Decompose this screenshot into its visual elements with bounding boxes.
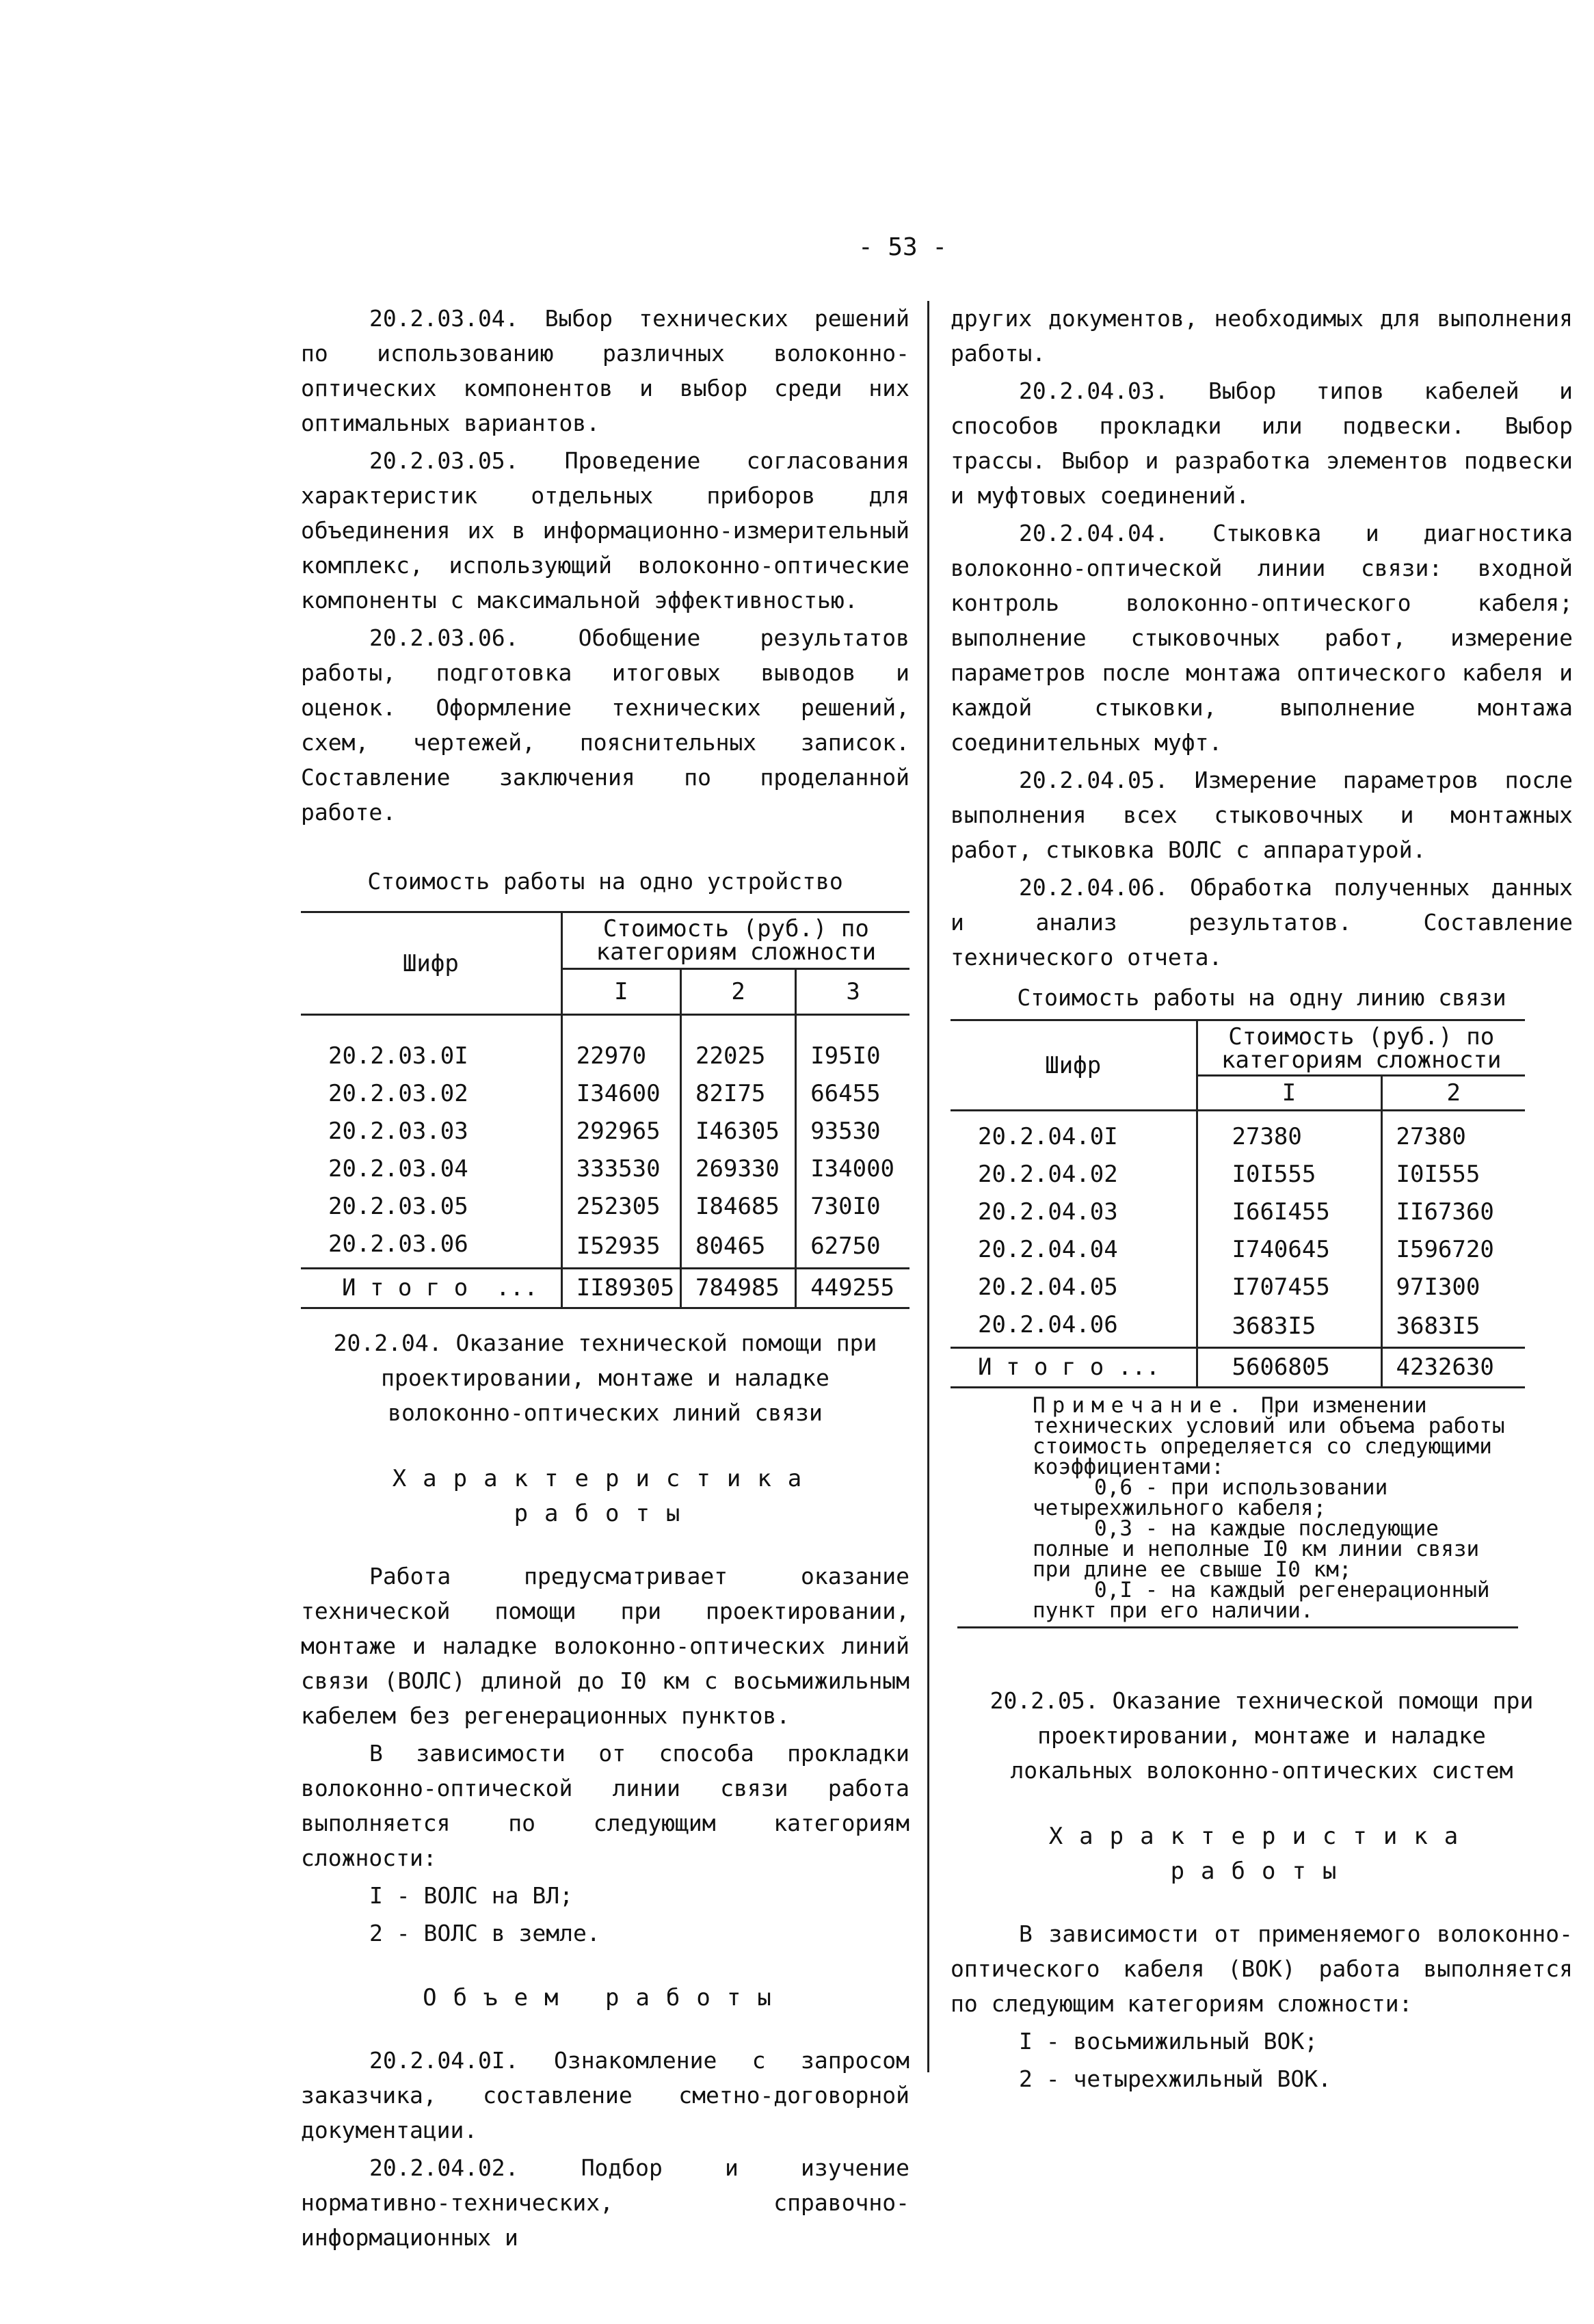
table-row [951,1193,1525,1231]
right-column [951,301,1573,2099]
row-value: I34600 [561,1075,680,1113]
column-divider [927,301,929,2072]
category-item: I - ВОЛС на ВЛ; [369,1882,574,1909]
cost-table-devices [301,911,909,1309]
row-value: I34000 [796,1150,909,1188]
section-heading: Объем работы [423,1984,788,2011]
total-label: И т о г о ... [342,1274,538,1302]
paragraph-20-2-04-02: 20.2.04.02. Подбор и изучение нормативно-технических, справочно-информационных и [301,2154,909,2251]
row-value: 80465 [681,1226,796,1269]
note-text: При изменении технических условий или объема работы стоимость определяется со следующими коэффициентами: [1033,1393,1505,1479]
row-value: 730I0 [796,1188,909,1226]
row-value: 252305 [561,1188,680,1226]
header-category: I [1197,1076,1381,1111]
table-caption: Стоимость работы на одно устройство [367,868,843,895]
row-code: 20.2.04.03 [978,1198,1118,1226]
row-value: 66455 [796,1075,909,1113]
row-value: I95I0 [796,1015,909,1076]
paragraph-20-2-03-06: 20.2.03.06. Обобщение результатов работы, подготовка итоговых выводов и оценок. Оформление технических решений, схем, чертежей, пояснительных записок. Составление заключения по проделанной работе. [301,624,909,826]
row-value: I596720 [1381,1231,1525,1269]
paragraph-20-2-04-04: 20.2.04.04. Стыковка и диагностика волоконно-оптической линии связи: входной контроль волоконно-оптического кабеля; выполнение стыковочных работ, измерение параметров после монтажа оптического кабеля и каждой стыковки, выполнение монтажа соединительных муфт. [951,520,1573,756]
row-value: I46305 [681,1113,796,1150]
header-code: Шифр [301,912,561,1015]
row-value: 93530 [796,1113,909,1150]
section-title-20-2-05: 20.2.05. Оказание технической помощи при проектировании, монтаже и наладке локальных волоконно-оптических систем [989,1687,1534,1784]
table-row [301,1015,909,1076]
note-coefficient: 0,3 - на каждые последующие полные и неполные I0 км линии связи при длине ее свыше I0 км; [1033,1516,1480,1582]
row-value: II67360 [1381,1193,1525,1231]
table-row [951,1231,1525,1269]
row-value: 3683I5 [1381,1306,1525,1348]
total-value: 4232630 [1381,1348,1525,1388]
category-item: I - восьмижильный ВОК; [1019,2028,1318,2055]
table-row [301,1113,909,1150]
row-value: 97I300 [1381,1269,1525,1306]
row-value: 27380 [1381,1111,1525,1157]
header-cost: Стоимость (руб.) по категориям сложности [1197,1020,1525,1076]
row-value: 62750 [796,1226,909,1269]
row-value: 22025 [681,1015,796,1076]
row-code: 20.2.04.05 [978,1273,1118,1301]
cost-table-lines [951,1019,1525,1388]
page-number: - 53 - [858,233,948,261]
total-value: II89305 [561,1269,680,1308]
row-code: 20.2.03.0I [328,1042,468,1070]
row-code: 20.2.04.06 [978,1311,1118,1338]
note-lead: Примечание. [1033,1393,1249,1418]
header-category: I [561,969,680,1015]
row-code: 20.2.03.03 [328,1118,468,1145]
paragraph-categories-intro: В зависимости от способа прокладки волоконно-оптической линии связи работа выполняется по следующим категориям сложности: [301,1740,909,1871]
header-category: 2 [681,969,796,1015]
row-value: I52935 [561,1226,680,1269]
header-cost: Стоимость (руб.) по категориям сложности [561,912,909,969]
row-code: 20.2.03.04 [328,1155,468,1183]
note-divider [957,1626,1518,1628]
paragraph-description: Работа предусматривает оказание технической помощи при проектировании, монтаже и наладке волоконно-оптических линий связи (ВОЛС) длиной до I0 км с восьмижильным кабелем без регенерационных пунктов. [301,1563,909,1729]
note-coefficient: 0,6 - при использовании четырехжильного кабеля; [1033,1475,1388,1520]
row-code: 20.2.04.0I [978,1123,1118,1150]
total-value: 5606805 [1197,1348,1381,1388]
note-coefficient: 0,I - на каждый регенерационный пункт при его наличии. [1033,1578,1490,1623]
left-column [301,301,909,2258]
header-category: 2 [1381,1076,1525,1111]
row-value: I0I555 [1381,1156,1525,1193]
section-title-20-2-04: 20.2.04. Оказание технической помощи при проектировании, монтаже и наладке волоконно-оптических линий связи [333,1330,877,1426]
table-caption: Стоимость работы на одну линию связи [1017,984,1506,1011]
row-value: 292965 [561,1113,680,1150]
table-row [301,1150,909,1188]
table-row [951,1306,1525,1348]
row-value: 269330 [681,1150,796,1188]
paragraph-20-2-03-04: 20.2.03.04. Выбор технических решений по использованию различных волоконно-оптических компонентов и выбор среди них оптимальных вариантов. [301,305,909,436]
category-item: 2 - четырехжильный ВОК. [1019,2065,1331,2092]
row-value: 82I75 [681,1075,796,1113]
total-value: 449255 [796,1269,909,1308]
total-value: 784985 [681,1269,796,1308]
paragraph-20-2-04-05: 20.2.04.05. Измерение параметров после выполнения всех стыковочных и монтажных работ, стыковка ВОЛС с аппаратурой. [951,767,1573,863]
row-value: 333530 [561,1150,680,1188]
table-row [301,1226,909,1269]
paragraph-categories-intro: В зависимости от применяемого волоконно-оптического кабеля (ВОК) работа выполняется по следующим категориям сложности: [951,1920,1573,2017]
row-value: I740645 [1197,1231,1381,1269]
row-value: I66I455 [1197,1193,1381,1231]
row-value: I84685 [681,1188,796,1226]
section-heading: Характеристика работы [1048,1823,1475,1885]
table-row [951,1269,1525,1306]
row-value: 3683I5 [1197,1306,1381,1348]
paragraph-20-2-04-01: 20.2.04.0I. Ознакомление с запросом заказчика, составление сметно-договорной документации. [301,2047,909,2143]
table-row [951,1156,1525,1193]
table-total-row [951,1348,1525,1388]
row-value: 27380 [1197,1111,1381,1157]
row-code: 20.2.03.02 [328,1080,468,1107]
header-code: Шифр [951,1020,1197,1111]
row-code: 20.2.03.06 [328,1230,468,1258]
paragraph-continued: других документов, необходимых для выполнения работы. [951,305,1573,367]
header-category: 3 [796,969,909,1015]
total-label: И т о г о ... [978,1354,1160,1381]
row-value: 22970 [561,1015,680,1076]
table-note [951,1395,1525,1628]
table-row [951,1111,1525,1157]
table-total-row [301,1269,909,1308]
row-code: 20.2.03.05 [328,1193,468,1220]
paragraph-20-2-03-05: 20.2.03.05. Проведение согласования характеристик отдельных приборов для объединения их в информационно-измерительный комплекс, использующий волоконно-оптические компоненты с максимальной эффективностью. [301,447,909,613]
paragraph-20-2-04-03: 20.2.04.03. Выбор типов кабелей и способов прокладки или подвески. Выбор трассы. Выбор и разработка элементов подвески и муфтовых соединений. [951,378,1573,509]
paragraph-20-2-04-06: 20.2.04.06. Обработка полученных данных и анализ результатов. Составление технического отчета. [951,874,1573,970]
table-row [301,1188,909,1226]
table-row [301,1075,909,1113]
row-code: 20.2.04.04 [978,1236,1118,1263]
section-heading: Характеристика работы [392,1465,819,1527]
category-item: 2 - ВОЛС в земле. [369,1920,600,1946]
row-value: I0I555 [1197,1156,1381,1193]
row-code: 20.2.04.02 [978,1161,1118,1188]
row-value: I707455 [1197,1269,1381,1306]
